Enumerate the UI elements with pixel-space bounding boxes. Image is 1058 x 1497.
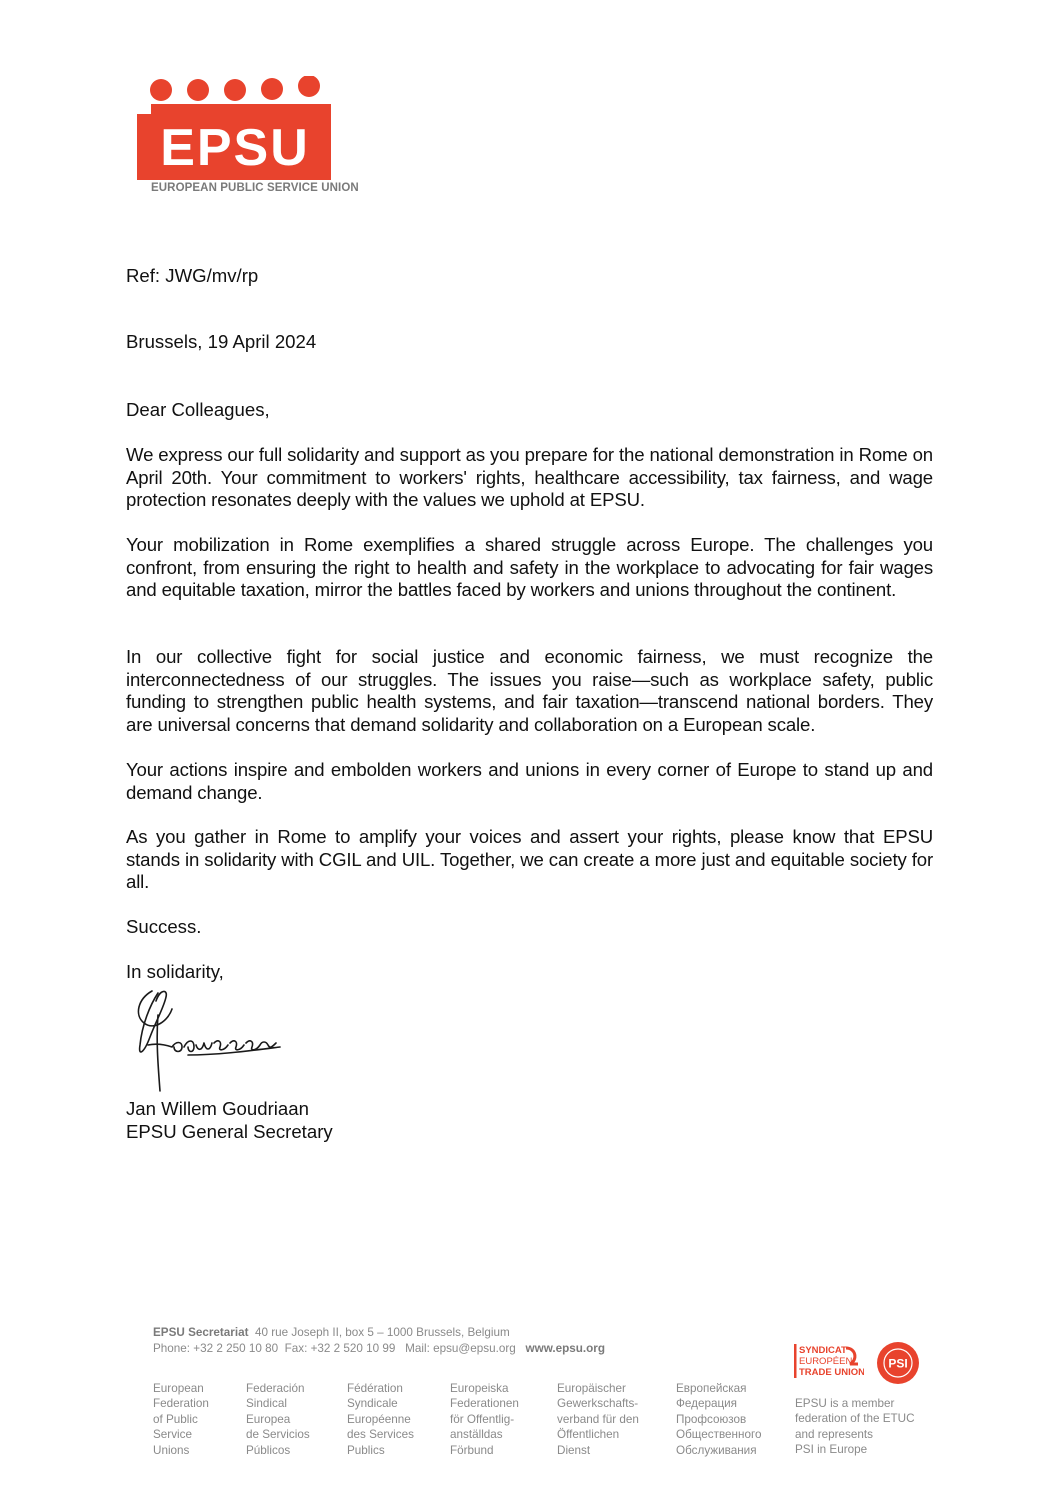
lang-line: Общественного (676, 1428, 762, 1442)
epsu-logo (137, 76, 331, 194)
date-line: Brussels, 19 April 2024 (126, 331, 317, 352)
footer-mail[interactable]: Mail: epsu@epsu.org (405, 1342, 516, 1355)
lang-line: Sindical (246, 1397, 287, 1411)
lang-line: Fédération (347, 1382, 403, 1395)
psi-logo (876, 1341, 920, 1385)
etuc-logo (794, 1342, 864, 1382)
membership-note-line: federation of the ETUC (795, 1412, 915, 1426)
lang-line: Dienst (557, 1443, 591, 1457)
lang-line: des Services (347, 1428, 414, 1442)
secretariat-label: EPSU Secretariat (153, 1326, 249, 1339)
membership-note (795, 1396, 915, 1458)
footer-address-line (153, 1326, 510, 1339)
body-paragraph: Your mobilization in Rome exemplifies a shared struggle across Europe. The challenges you confront, from ensuring the right to health and safety in the workplace to advocating for fair wages and equitable taxation, mirror the battles faced by workers and unions throughout the continent. (126, 534, 933, 600)
logo-wordmark: EPSU (160, 119, 310, 177)
lang-line: of Public (153, 1412, 198, 1426)
membership-note-line: EPSU is a member (795, 1397, 895, 1410)
membership-note-line: PSI in Europe (795, 1443, 868, 1457)
lang-line: för Offentlig- (450, 1412, 515, 1426)
federation-name-french (347, 1381, 414, 1458)
etuc-logo-line2: EUROPÉEN (799, 1356, 853, 1367)
federation-name-russian (676, 1381, 761, 1458)
lang-line: Federationen (450, 1397, 519, 1411)
handwritten-signature (128, 985, 288, 1095)
lang-line: Профсоюзов (676, 1412, 747, 1426)
lang-line: Gewerkschafts- (557, 1397, 639, 1411)
footer-fax: Fax: +32 2 520 10 99 (284, 1342, 396, 1355)
success-line: Success. (126, 916, 202, 937)
lang-line: Federation (153, 1397, 209, 1411)
federation-name-english (153, 1381, 209, 1458)
lang-line: verband für den (557, 1412, 639, 1426)
lang-line: Syndicale (347, 1397, 398, 1411)
body-paragraph: In our collective fight for social justice and economic fairness, we must recognize the interconnectedness of our struggles. The issues you raise—such as workplace safety, public funding to strengthen public health systems, and fair taxation—transcend national borders. They are universal concerns that demand solidarity and collaboration on a European scale. (126, 646, 933, 735)
footer-phone: Phone: +32 2 250 10 80 (153, 1342, 279, 1355)
federation-name-spanish (246, 1381, 310, 1458)
lang-line: Públicos (246, 1443, 291, 1457)
body-paragraph: Your actions inspire and embolden workers and unions in every corner of Europe to stand up and demand change. (126, 759, 933, 803)
federation-name-german (557, 1381, 639, 1458)
lang-line: Europäischer (557, 1382, 626, 1395)
lang-line: Förbund (450, 1443, 494, 1457)
footer-contact-line (153, 1342, 605, 1355)
logo-subtitle: EUROPEAN PUBLIC SERVICE UNION (151, 182, 359, 194)
epsu-logo-graphic (137, 76, 331, 194)
lang-line: Europeiska (450, 1382, 509, 1395)
lang-line: Federación (246, 1382, 305, 1395)
footer-website-link[interactable]: www.epsu.org (525, 1342, 605, 1355)
etuc-logo-line3: TRADE UNION (799, 1367, 864, 1378)
lang-line: Европейская (676, 1382, 747, 1395)
lang-line: Europea (246, 1412, 291, 1426)
secretariat-address: 40 rue Joseph II, box 5 – 1000 Brussels, Belgium (255, 1326, 510, 1339)
closing-line: In solidarity, (126, 961, 224, 982)
lang-line: Européenne (347, 1412, 411, 1426)
lang-line: Unions (153, 1443, 190, 1457)
lang-line: anställdas (450, 1428, 503, 1442)
etuc-logo-line1: SYNDICAT (799, 1345, 847, 1356)
lang-line: Publics (347, 1443, 385, 1457)
lang-line: Обслуживания (676, 1443, 757, 1457)
signer-title: EPSU General Secretary (126, 1121, 333, 1142)
lang-line: Федерация (676, 1397, 737, 1411)
lang-line: Service (153, 1428, 192, 1442)
body-paragraph: As you gather in Rome to amplify your voices and assert your rights, please know that EPSU stands in solidarity with CGIL and UIL. Together, we can create a more just and equitable society for all. (126, 826, 933, 892)
lang-line: European (153, 1382, 204, 1395)
lang-line: Öffentlichen (557, 1428, 620, 1442)
membership-note-line: and represents (795, 1427, 873, 1441)
federation-name-swedish (450, 1381, 519, 1458)
psi-logo-text: PSI (888, 1356, 908, 1371)
reference-line: Ref: JWG/mv/rp (126, 265, 259, 286)
signer-name: Jan Willem Goudriaan (126, 1098, 309, 1119)
salutation: Dear Colleagues, (126, 399, 270, 420)
body-paragraph: We express our full solidarity and support as you prepare for the national demonstration in Rome on April 20th. Your commitment to workers' rights, healthcare accessibility, tax fairness, and wage protection resonates deeply with the values we uphold at EPSU. (126, 444, 933, 510)
lang-line: de Servicios (246, 1428, 310, 1442)
